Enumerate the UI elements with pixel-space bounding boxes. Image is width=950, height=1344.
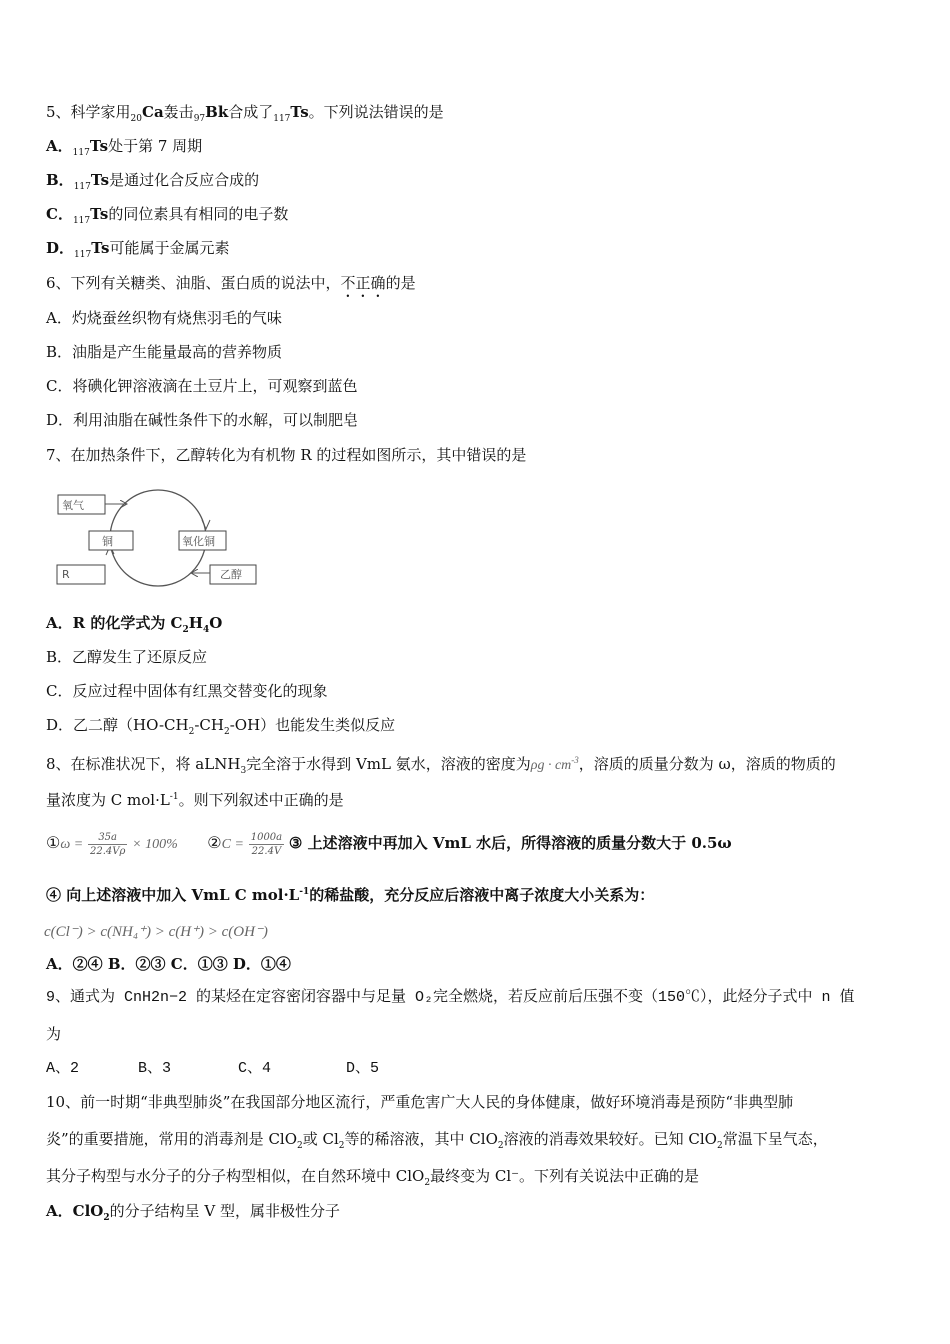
density-unit: ρg · cm bbox=[530, 758, 572, 773]
q7-option-c[interactable]: C．反应过程中固体有红黑交替变化的现象 bbox=[46, 682, 328, 700]
q5-option-b[interactable]: B．$_{117}$Ts是通过化合反应合成的 bbox=[46, 171, 260, 192]
q9-option-c[interactable]: C、4 bbox=[238, 1060, 272, 1077]
reaction-cycle-diagram bbox=[52, 482, 267, 592]
q9-option-b[interactable]: B、3 bbox=[138, 1060, 172, 1077]
q8-statement-4: ④ 向上述溶液中加入 VmL C $mol\cdot L^{-1}$的稀盐酸，充分反应后溶液中离子浓度大小关系为： bbox=[46, 886, 655, 904]
q8-options[interactable]: A．②④ B．②③ C．①③ D．①④ bbox=[46, 955, 291, 973]
q10-stem-line3: 其分子构型与水分子的分子构型相似，在自然环境中 ClO$_2$最终变为 Cl⁻。下列有关说法中正确的是 bbox=[46, 1167, 700, 1188]
q7-option-d[interactable]: D．乙二醇$(HO-CH_2-CH_2-OH)$也能发生类似反应 bbox=[46, 716, 396, 737]
q10-stem-line1: 10、前一时期“非典型肺炎”在我国部分地区流行，严重危害广大人民的身体健康，做好环境消毒是预防“非典型肺 bbox=[46, 1093, 794, 1111]
q8-stem-line2: 量浓度为 C $mol\cdot L^{-1}$。则下列叙述中正确的是 bbox=[46, 791, 344, 809]
q8-statements-line: ①ω = $\frac{35a}{22.4V\rho}$ × 100% ②C = $\frac{1000a}{22.4V}$ ③ 上述溶液中再加入 VmL 水后，所得溶液的质量分数大于 0.5ω bbox=[46, 831, 732, 857]
fraction-2: $\frac{1000a}{22.4V}$ bbox=[250, 831, 283, 857]
q6-stem: 6、下列有关糖类、油脂、蛋白质的说法中，不正确的是 bbox=[46, 274, 416, 292]
q10-option-a[interactable]: A．ClO$_2$的分子结构呈 V 型，属非极性分子 bbox=[46, 1202, 340, 1223]
q5-option-d[interactable]: D．$_{117}$Ts可能属于金属元素 bbox=[46, 239, 230, 260]
fraction-1: $\frac{35a}{22.4V\rho}$ bbox=[89, 831, 126, 857]
q5-option-c[interactable]: C．$_{117}$Ts的同位素具有相同的电子数 bbox=[46, 205, 289, 226]
copper-oxide-label: 氧化铜 bbox=[182, 535, 215, 548]
ethanol-label: 乙醇 bbox=[220, 568, 242, 581]
q6-option-a[interactable]: A．灼烧蚕丝织物有烧焦羽毛的气味 bbox=[46, 309, 282, 327]
q6-option-c[interactable]: C．将碘化钾溶液滴在土豆片上，可观察到蓝色 bbox=[46, 377, 358, 395]
q8-stem-line1: 8、在标准状况下，将 aLNH$_3$完全溶于水得到 VmL 氨水，溶液的密度为$\rho g \cdot cm^{-3}$，溶质的质量分数为 ω，溶质的物质的 bbox=[46, 755, 836, 776]
q5-option-a[interactable]: A．$_{117}$Ts处于第 7 周期 bbox=[46, 137, 203, 158]
q9-options bbox=[46, 1059, 379, 1079]
q9-option-a[interactable]: A、2 bbox=[46, 1060, 80, 1077]
r-label: R bbox=[62, 568, 70, 581]
copper-label: 铜 bbox=[102, 535, 113, 548]
emphasis-text: 不正确 bbox=[340, 274, 386, 292]
q7-option-b[interactable]: B．乙醇发生了还原反应 bbox=[46, 648, 208, 666]
q7-option-a[interactable]: A．R 的化学式为 $C_2H_4O$ bbox=[46, 614, 223, 635]
oxygen-label: 氧气 bbox=[62, 499, 84, 512]
q6-option-b[interactable]: B．油脂是产生能量最高的营养物质 bbox=[46, 343, 283, 361]
q10-stem-line2: 炎”的重要措施，常用的消毒剂是 ClO$_2$或 $Cl_2$等的稀溶液，其中 ClO$_2$溶液的消毒效果较好。已知 ClO$_2$常温下呈气态， bbox=[46, 1130, 828, 1151]
q7-stem: 7、在加热条件下，乙醇转化为有机物 R 的过程如图所示，其中错误的是 bbox=[46, 446, 527, 464]
q6-option-d[interactable]: D．利用油脂在碱性条件下的水解，可以制肥皂 bbox=[46, 411, 359, 429]
q5-stem: 5、科学家用$_{20}$Ca轰击$_{97}$Bk合成了$_{117}$Ts。下列说法错误的是 bbox=[46, 103, 444, 124]
q9-stem-line2: 为 bbox=[46, 1027, 62, 1044]
q9-stem-line1: 9、通式为 CnH2n−2 的某烃在定容密闭容器中与足量 O₂完全燃烧，若反应前后压强不变（150℃），此烃分子式中 n 值 bbox=[46, 989, 855, 1006]
q9-option-d[interactable]: D、5 bbox=[346, 1060, 380, 1077]
ion-concentration-order: c(Cl⁻) > c(NH₄⁺) > c(H⁺) > c(OH⁻) bbox=[44, 924, 268, 940]
